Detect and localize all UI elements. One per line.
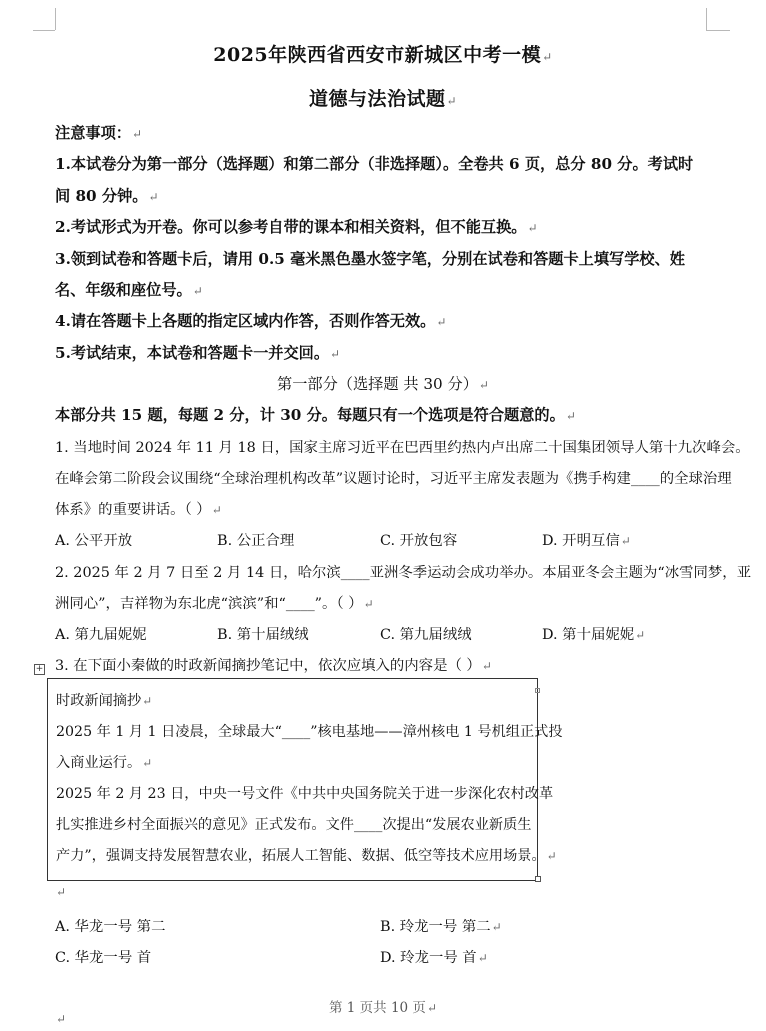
- q3-option-c: C. 华龙一号 首: [55, 950, 152, 966]
- q2-option-b: B. 第十届绒绒: [217, 627, 309, 643]
- q2-option-c: C. 第九届绒绒: [380, 627, 472, 643]
- news-box-line-3: 2025 年 2 月 23 日，中央一号文件《中共中央国务院关于进一步深化农村改革: [56, 786, 554, 802]
- q3-option-b: B. 玲龙一号 第二↵: [380, 919, 502, 935]
- section-heading: 第一部分（选择题 共 30 分）↵: [277, 375, 489, 393]
- news-box-line-4: 扎实推进乡村全面振兴的意见》正式发布。文件____次提出“发展农业新质生: [56, 817, 532, 833]
- notice-item-2: 2.考试形式为开卷。你可以参考自带的课本和相关资料，但不能互换。↵: [55, 218, 538, 236]
- section-instruction: 本部分共 15 题，每题 2 分，计 30 分。每题只有一个选项是符合题意的。↵: [55, 406, 576, 424]
- news-box-line-5: 产力”，强调支持发展智慧农业，拓展人工智能、数据、低空等技术应用场景。↵: [56, 848, 557, 864]
- notice-item-1-cont: 间 80 分钟。↵: [55, 187, 159, 205]
- news-box-heading: 时政新闻摘抄↵: [56, 693, 153, 709]
- cell-end-marker: [535, 688, 540, 693]
- notice-item-5: 5.考试结束，本试卷和答题卡一并交回。↵: [55, 344, 341, 362]
- notice-item-4: 4.请在答题卡上各题的指定区域内作答，否则作答无效。↵: [55, 312, 447, 330]
- q1-stem-line-2: 在峰会第二阶段会议围绕“全球治理机构改革”议题讨论时，习近平主席发表题为《携手构建____的全球治理: [55, 471, 732, 487]
- q1-option-d: D. 开明互信↵: [542, 533, 631, 549]
- q1-option-b: B. 公正合理: [217, 533, 295, 549]
- notice-item-1: 1.本试卷分为第一部分（选择题）和第二部分（非选择题）。全卷共 6 页，总分 80 分。考试时: [55, 155, 694, 173]
- q2-options: [55, 623, 695, 645]
- empty-paragraph-mark: ↵: [56, 885, 67, 899]
- notice-item-3-cont: 名、年级和座位号。↵: [55, 281, 203, 299]
- q3-option-a: A. 华龙一号 第二: [55, 919, 166, 935]
- q3-option-d: D. 玲龙一号 首↵: [380, 950, 488, 966]
- crop-mark-top-left-h: [33, 30, 55, 31]
- q1-stem-line-1: 1. 当地时间 2024 年 11 月 18 日，国家主席习近平在巴西里约热内卢出席二十国集团领导人第十九次峰会。: [55, 440, 750, 456]
- crop-mark-top-right-h: [706, 30, 730, 31]
- trailing-paragraph-mark: ↵: [56, 1012, 67, 1026]
- q1-options: [55, 529, 695, 551]
- q3-options-row-2: [55, 946, 695, 968]
- q1-stem-line-3: 体系》的重要讲话。（ ）↵: [55, 502, 222, 518]
- q2-stem-line-2: 洲同心”，吉祥物为东北虎“滨滨”和“____”。（ ）↵: [55, 596, 374, 612]
- q2-stem-line-1: 2. 2025 年 2 月 7 日至 2 月 14 日，哈尔滨____亚洲冬季运动会成功举办。本届亚冬会主题为“冰雪同梦，亚: [55, 565, 752, 581]
- q1-option-a: A. 公平开放: [55, 533, 133, 549]
- crop-mark-top-right-v: [706, 8, 707, 30]
- q3-stem: 3. 在下面小秦做的时政新闻摘抄笔记中，依次应填入的内容是（ ）↵: [55, 658, 492, 674]
- notice-item-3: 3.领到试卷和答题卡后，请用 0.5 毫米黑色墨水签字笔，分别在试卷和答题卡上填写学校、姓: [55, 250, 685, 268]
- news-box-line-1: 2025 年 1 月 1 日凌晨，全球最大“____”核电基地——漳州核电 1 号机组正式投: [56, 724, 563, 740]
- page-footer: 第 1 页共 10 页↵: [329, 1000, 437, 1016]
- document-subtitle: 道德与法治试题↵: [308, 88, 458, 110]
- crop-mark-top-left-v: [55, 8, 56, 30]
- document-title: 2025年陕西省西安市新城区中考一模↵: [213, 44, 553, 66]
- q2-option-a: A. 第九届妮妮: [55, 627, 147, 643]
- news-notes-box: [47, 678, 563, 881]
- q3-options-row-1: [55, 915, 695, 937]
- q1-option-c: C. 开放包容: [380, 533, 458, 549]
- notice-heading: 注意事项：↵: [55, 124, 142, 142]
- table-move-handle-icon[interactable]: +: [35, 664, 44, 674]
- table-resize-handle[interactable]: [535, 876, 541, 882]
- q2-option-d: D. 第十届妮妮↵: [542, 627, 646, 643]
- news-box-line-2: 入商业运行。↵: [56, 755, 153, 771]
